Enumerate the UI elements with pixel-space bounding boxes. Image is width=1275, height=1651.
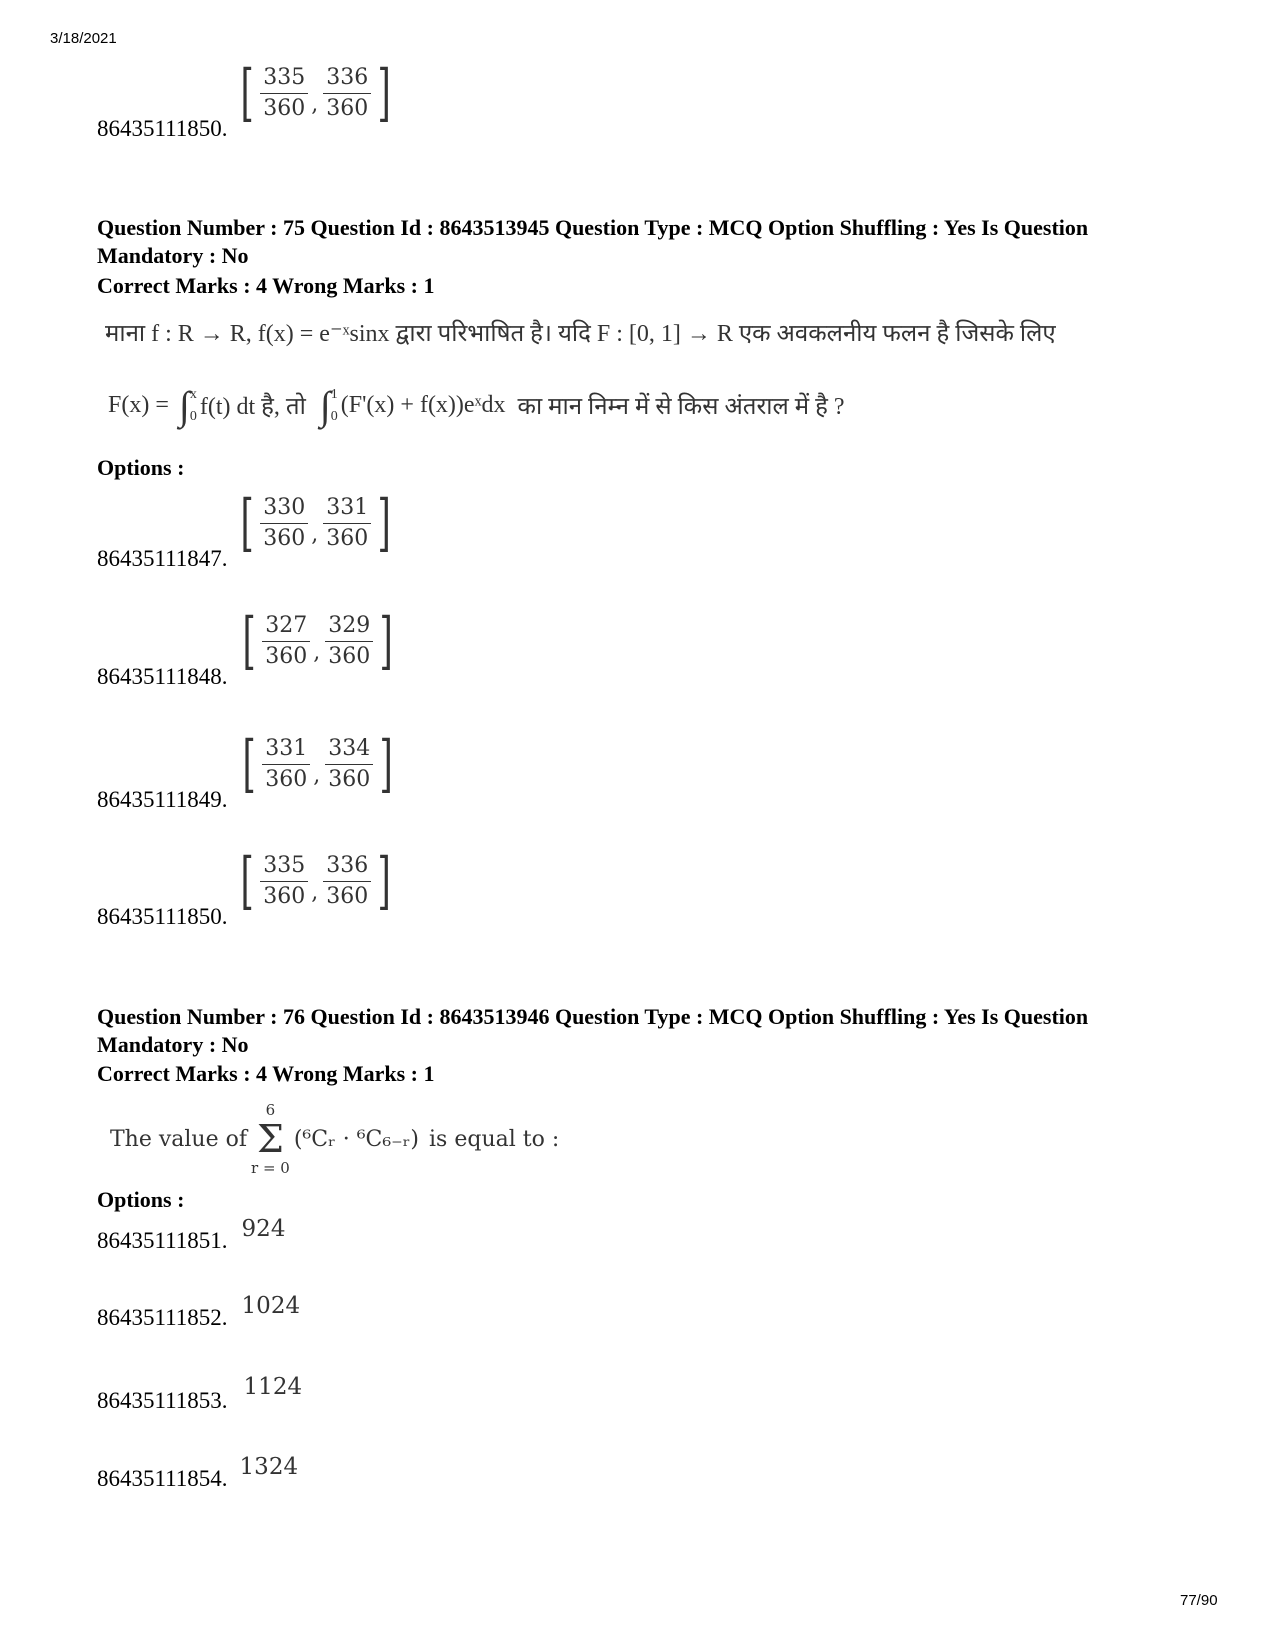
option-row	[97, 486, 497, 572]
question-76-header: Question Number : 76 Question Id : 8643513946 Question Type : MCQ Option Shuffling : Yes Is Question Mandatory : No	[97, 1004, 1089, 1057]
option-id: 86435111851.	[97, 1228, 228, 1253]
question-76-marks: Correct Marks : 4 Wrong Marks : 1	[97, 1061, 435, 1086]
option-id: 86435111847.	[97, 546, 228, 571]
option-value: 1124	[243, 1374, 303, 1400]
print-date: 3/18/2021	[50, 30, 117, 47]
option-row	[97, 1216, 286, 1254]
option-id: 86435111849.	[97, 787, 228, 812]
option-row	[97, 844, 497, 930]
prev-option-row	[97, 56, 497, 142]
option-value: 1324	[239, 1454, 299, 1480]
option-id: 86435111852.	[97, 1305, 228, 1330]
option-row	[97, 1293, 301, 1331]
page-number: 77/90	[1180, 1592, 1218, 1609]
option-value: 1024	[241, 1293, 301, 1319]
interval-option: [ $\frac{331}{360}$ , $\frac{334}{360}$ ]	[242, 727, 393, 800]
option-id: 86435111848.	[97, 664, 228, 689]
option-row	[97, 1454, 299, 1492]
option-id: 86435111850.	[97, 116, 228, 141]
option-id: 86435111850.	[97, 904, 228, 929]
question-75-marks: Correct Marks : 4 Wrong Marks : 1	[97, 273, 435, 298]
option-row	[97, 1374, 303, 1414]
option-value: 924	[241, 1216, 286, 1242]
question-76-options-label: Options :	[97, 1187, 185, 1212]
option-row	[97, 727, 497, 813]
question-76-stem: The value of 6 Σ r = 0 (⁶Cᵣ · ⁶C₆₋ᵣ) is equal to :	[110, 1101, 560, 1177]
question-75-header: Question Number : 75 Question Id : 8643513945 Question Type : MCQ Option Shuffling : Yes Is Question Mandatory : No	[97, 215, 1089, 268]
interval-option: [ $\frac{327}{360}$ , $\frac{329}{360}$ ]	[242, 604, 393, 677]
question-75-stem-line1: माना f : R → R, f(x) = e⁻ˣsinx द्वारा परिभाषित है। यदि F : [0, 1] → R एक अवकलनीय फलन है जिसके लिए	[105, 321, 1056, 347]
interval-option: [ $\frac{330}{360}$ , $\frac{331}{360}$ ]	[240, 486, 391, 559]
option-id: 86435111854.	[97, 1466, 228, 1491]
question-75-options-label: Options :	[97, 455, 185, 480]
option-row	[97, 604, 497, 690]
option-id: 86435111853.	[97, 1388, 228, 1413]
interval-option: [ $\frac{335}{360}$ , $\frac{336}{360}$ ]	[240, 56, 391, 129]
question-75-stem-line2: F(x) = ∫ x 0 f(t) dt है, तो ∫ 1 0 (F'(x) + f(x))eˣdx का मान निम्न में से किस अंतराल में है ?	[108, 383, 845, 428]
interval-option: [ $\frac{335}{360}$ , $\frac{336}{360}$ ]	[240, 844, 391, 917]
